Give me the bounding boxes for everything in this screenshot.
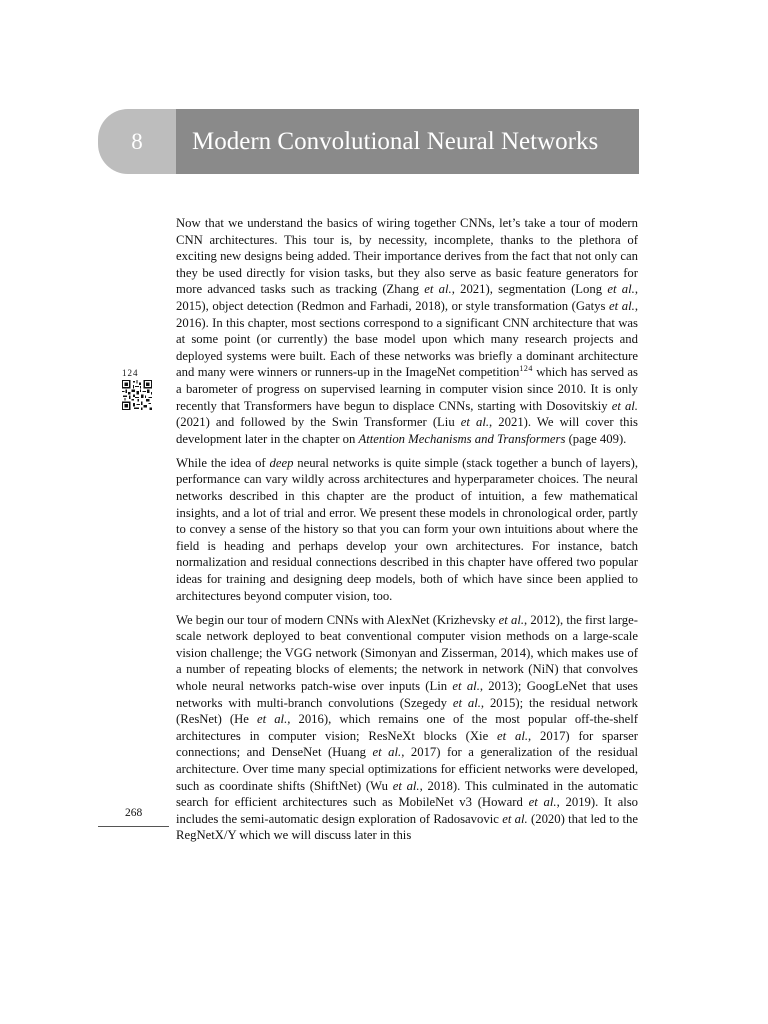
- body-text: [176, 215, 638, 851]
- paragraph-deep-networks: While the idea of deep neural networks is quite simple (stack together a bunch of layers), performance can vary wildly across architectures and hyperparameter choices. The neural networks described in this chapter are the product of intuition, a few mathematical insights, and a lot of trial and error. We present these models in chronological order, partly to convey a sense of the history so that you can form your own intuitions about where the field is heading and perhaps develop your own architectures. For instance, batch normalization and residual connections described in this chapter have offered two popular ideas for training and designing deep models, both of which have since been applied to architectures beyond computer vision, too.: [176, 455, 639, 603]
- chapter-header: [98, 109, 639, 174]
- margin-footnote-ref: 124: [122, 368, 139, 378]
- chapter-reference-link[interactable]: Attention Mechanisms and Transformers: [358, 431, 566, 446]
- qr-code-icon[interactable]: [122, 380, 152, 410]
- chapter-title: Modern Convolutional Neural Networks: [176, 109, 639, 174]
- paragraph-tour: We begin our tour of modern CNNs with AlexNet (Krizhevsky et al., 2012), the first large-scale network deployed to beat conventional computer vision methods on a large-scale vision challenge; the VGG network (Simonyan and Zisserman, 2014), which makes use of a number of repeating blocks of elements; the network in network (NiN) that convolves whole neural networks patch-wise over inputs (Lin et al., 2013); GoogLeNet that uses networks with multi-branch convolutions (Szegedy et al., 2015); the residual network (ResNet) (He et al., 2016), which remains one of the most popular off-the-shelf architectures in computer vision; ResNeXt blocks (Xie et al., 2017) for sparser connections; and DenseNet (Huang et al., 2017) for a generalization of the residual architecture. Over time many special optimizations for efficient networks were developed, such as coordinate shifts (ShiftNet) (Wu et al., 2018). This culminated in the automatic search for efficient architectures such as MobileNet v3 (Howard et al., 2019). It also includes the semi-automatic design exploration of Radosavovic et al. (2020) that led to the RegNetX/Y which we will discuss later in this: [176, 612, 639, 843]
- footnote-marker[interactable]: 124: [519, 364, 533, 374]
- chapter-number: 8: [98, 109, 176, 174]
- page-number: 268: [125, 807, 143, 819]
- paragraph-intro: Now that we understand the basics of wiring together CNNs, let’s take a tour of modern CNN architectures. This tour is, by necessity, incomplete, thanks to the plethora of exciting new designs being added. Their importance derives from the fact that not only can they be used directly for vision tasks, but they also serve as basic feature generators for more advanced tasks such as tracking (Zhang et al., 2021), segmentation (Long et al., 2015), object detection (Redmon and Farhadi, 2018), or style transformation (Gatys et al., 2016). In this chapter, most sections correspond to a significant CNN architecture that was at some point (or currently) the base model upon which many research projects and deployed systems were built. Each of these networks was briefly a dominant architecture and many were winners or runners-up in the ImageNet competition$^{124}$ which has served as a barometer of progress on supervised learning in computer vision since 2010. It is only recently that Transformers have begun to displace CNNs, starting with Dosovitskiy et al. (2021) and followed by the Swin Transformer (Liu et al., 2021). We will cover this development later in the chapter on Attention Mechanisms and Transformers (page 409).: [176, 216, 639, 446]
- footer-divider: [98, 826, 169, 827]
